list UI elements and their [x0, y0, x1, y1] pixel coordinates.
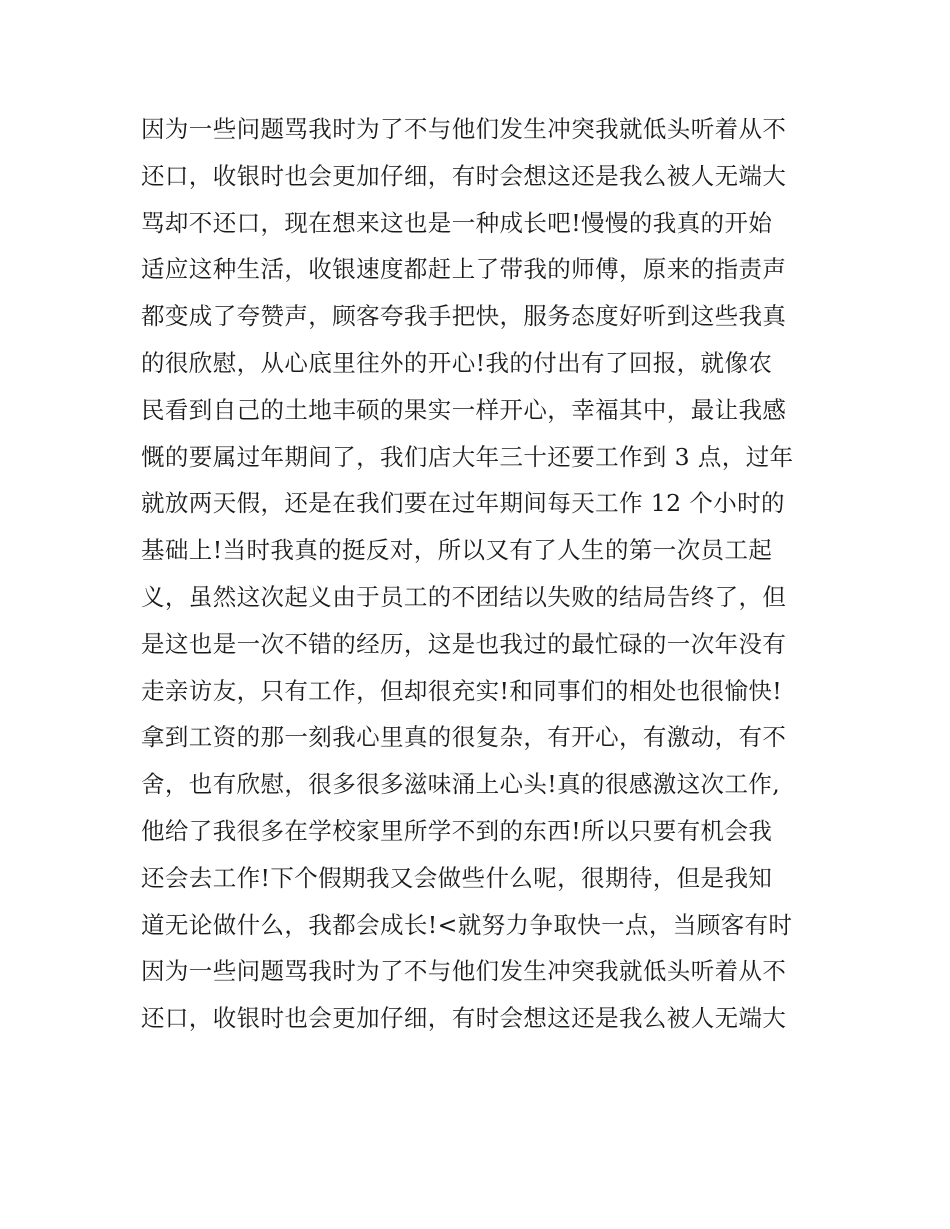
text-line-18: 道无论做什么，我都会成长!<就努力争取快一点，当顾客有时: [141, 910, 793, 939]
text-line-6: 的很欣慰，从心底里往外的开心!我的付出有了回报，就像农: [141, 348, 773, 377]
text-line-10: 基础上!当时我真的挺反对，所以又有了人生的第一次员工起: [141, 536, 773, 565]
text-line-4: 适应这种生活，收银速度都赶上了带我的师傅，原来的指责声: [141, 255, 787, 284]
text-line-9: 就放两天假，还是在我们要在过年期间每天工作 12 个小时的: [141, 489, 785, 518]
text-line-15: 舍，也有欣慰，很多很多滋味涌上心头!真的很感激这次工作,: [141, 770, 781, 799]
text-line-11: 义，虽然这次起义由于员工的不团结以失败的结局告终了，但: [141, 582, 787, 611]
text-line-13: 走亲访友，只有工作，但却很充实!和同事们的相处也很愉快!: [141, 676, 783, 705]
text-line-16: 他给了我很多在学校家里所学不到的东西!所以只要有机会我: [141, 816, 773, 845]
text-line-3: 骂却不还口，现在想来这也是一种成长吧!慢慢的我真的开始: [141, 208, 773, 237]
text-line-17: 还会去工作!下个假期我又会做些什么呢，很期待，但是我知: [141, 863, 773, 892]
text-line-8: 慨的要属过年期间了，我们店大年三十还要工作到 3 点，过年: [141, 442, 794, 471]
text-line-14: 拿到工资的那一刻我心里真的很复杂，有开心，有激动，有不: [141, 723, 787, 752]
text-line-19: 因为一些问题骂我时为了不与他们发生冲突我就低头听着从不: [141, 957, 787, 986]
text-line-1: 因为一些问题骂我时为了不与他们发生冲突我就低头听着从不: [141, 115, 787, 143]
text-line-2: 还口，收银时也会更加仔细，有时会想这还是我么被人无端大: [141, 161, 787, 190]
body-text: [141, 106, 841, 1042]
text-line-5: 都变成了夸赞声，顾客夸我手把快，服务态度好听到这些我真: [141, 302, 787, 331]
text-line-20: 还口，收银时也会更加仔细，有时会想这还是我么被人无端大: [141, 1004, 787, 1033]
text-line-12: 是这也是一次不错的经历，这是也我过的最忙碌的一次年没有: [141, 629, 787, 658]
text-line-7: 民看到自己的土地丰硕的果实一样开心，幸福其中，最让我感: [141, 395, 787, 424]
